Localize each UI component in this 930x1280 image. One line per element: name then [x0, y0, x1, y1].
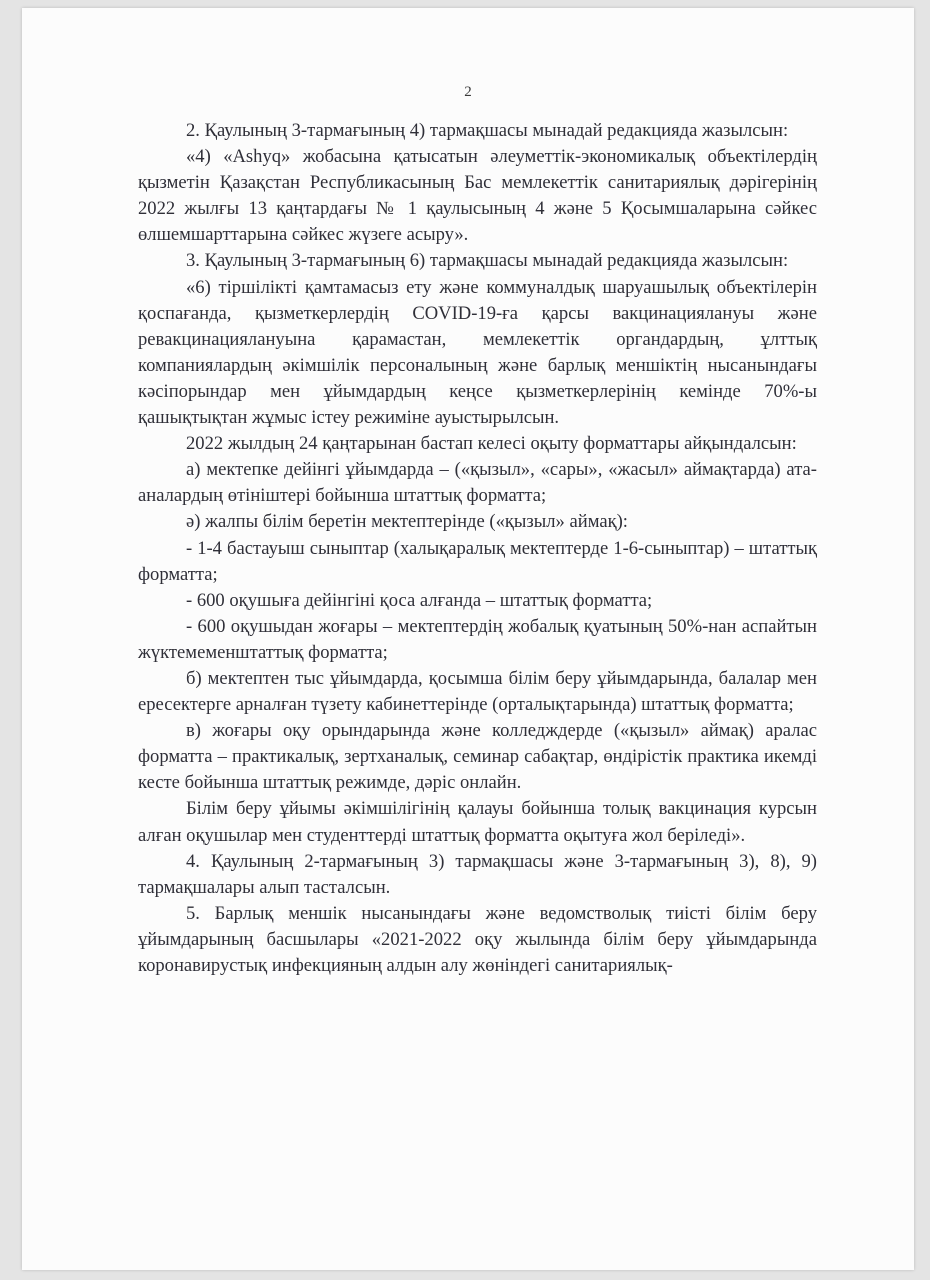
paragraph-subitem-6-text: «6) тіршілікті қамтамасыз ету және коммуналдық шаруашылық объектілерін қоспағанда, қызметкерлердің COVID-19-ға қарсы вакцинациялануы және ревакцинациялануына қарамастан, мемлекеттік органдардың, ұлттық компаниялардың әкімшілік персоналының және барлық меншіктің нысанындағы кәсіпорындар мен ұйымдардың кеңсе қызметкерлерінің кемінде 70%-ы қашықтықтан жұмыс істеу режиміне ауыстырылсын.: [138, 276, 817, 429]
paragraph-education-formats-intro: 2022 жылдың 24 қаңтарынан бастап келесі оқыту форматтары айқындалсын:: [186, 433, 797, 455]
page-number: 2: [464, 84, 472, 100]
paragraph-item-2: 2. Қаулының 3-тармағының 4) тармақшасы мынадай редакцияда жазылсын:: [186, 120, 789, 141]
paragraph-item-5: 5. Барлық меншік нысанындағы және ведомстволық тиісті білім беру ұйымдарының басшылары «2021-2022 оқу жылында білім беру ұйымдарында коронавирустық инфекцияның алдын алу жөніндегі санитариялық-: [138, 902, 817, 976]
document-body: [138, 118, 817, 979]
paragraph-vaccinated-students: Білім беру ұйымы әкімшілігінің қалауы бойынша толық вакцинация курсын алған оқушылар мен студенттерді штаттық форматта оқытуға жол беріледі».: [138, 798, 817, 846]
paragraph-subitem-4-text: «4) «Ashyq» жобасына қатысатын әлеуметтік-экономикалық объектілердің қызметін Қазақстан Республикасының Бас мемлекеттік санитариялық дәрігерінің 2022 жылғы 13 қаңтардағы № 1 қаулысының 4 және 5 Қосымшаларына сәйкес өлшемшарттарына сәйкес жүзеге асыру».: [138, 146, 817, 246]
paragraph-bullet-over-600: - 600 оқушыдан жоғары – мектептердің жобалық қуатының 50%-нан аспайтын жүктемеменштаттық форматта;: [138, 615, 817, 663]
paragraph-bullet-up-to-600: - 600 оқушыға дейінгіні қоса алғанда – штаттық форматта;: [186, 589, 653, 611]
paragraph-format-b: б) мектептен тыс ұйымдарда, қосымша білім беру ұйымдарында, балалар мен ересектерге арналған түзету кабинеттерінде (орталықтарында) штаттық форматта;: [138, 667, 817, 716]
paragraph-item-3: 3. Қаулының 3-тармағының 6) тармақшасы мынадай редакцияда жазылсын:: [186, 250, 789, 272]
document-page: [22, 8, 914, 1270]
paragraph-format-ae: ә) жалпы білім беретін мектептерінде («қызыл» аймақ):: [186, 511, 628, 533]
paragraph-bullet-grades-1-4: - 1-4 бастауыш сыныптар (халықаралық мектептерде 1-6-сыныптар) – штаттық форматта;: [138, 537, 817, 585]
paragraph-item-4: 4. Қаулының 2-тармағының 3) тармақшасы және 3-тармағының 3), 8), 9) тармақшалары алып тасталсын.: [138, 850, 817, 898]
paragraph-format-v: в) жоғары оқу орындарында және колледждерде («қызыл» аймақ) аралас форматта – практикалық, зертханалық, семинар сабақтар, өндірістік практика икемді кесте бойынша штаттық режимде, дәріс онлайн.: [138, 720, 817, 794]
paragraph-format-a: а) мектепке дейінгі ұйымдарда – («қызыл», «сары», «жасыл» аймақтарда) ата-аналардың өтініштері бойынша штаттық форматта;: [138, 459, 817, 507]
